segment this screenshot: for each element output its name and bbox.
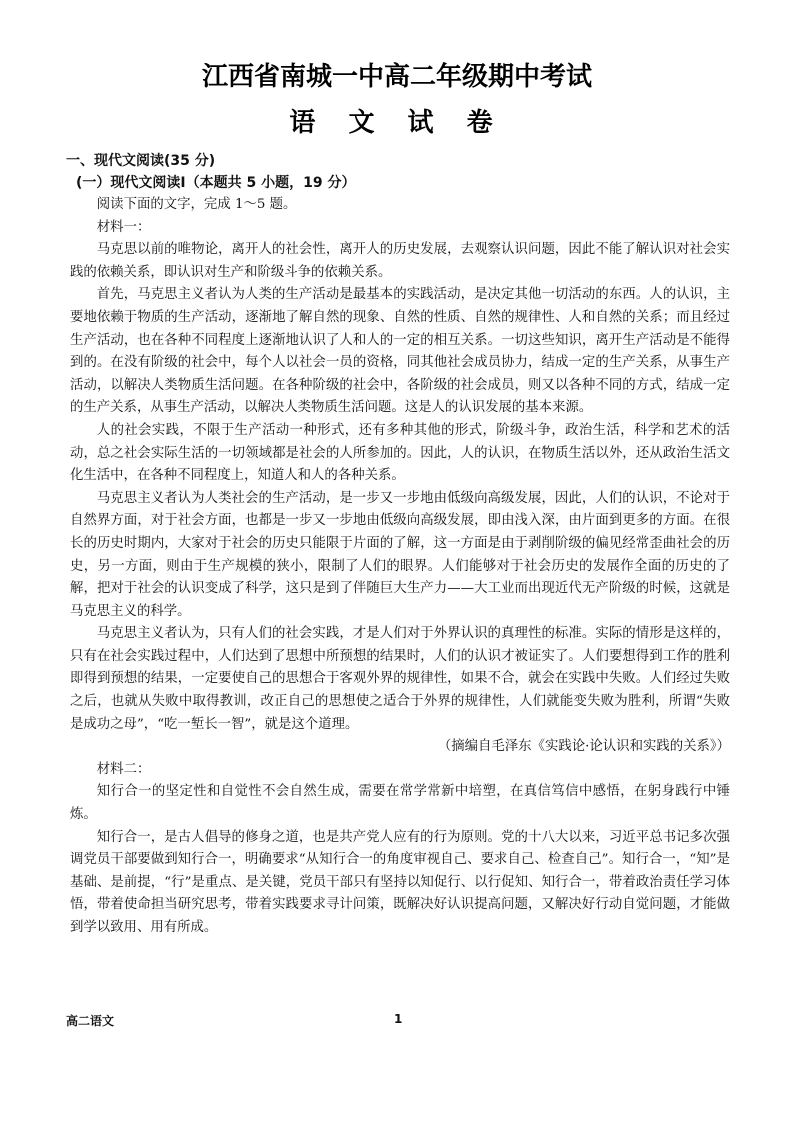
footer-subject: 高二语文 (66, 1014, 115, 1028)
subsection-heading: (一）现代文阅读Ⅰ（本题共 5 小题，19 分） (76, 175, 356, 191)
paragraph: 知行合一，是古人倡导的修身之道，也是共产党人应有的行为原则。党的十八大以来，习近平总书记多次强调党员干部要做到知行合一，明确要求“从知行合一的角度审视自己、要求自己、检查自己”。知行合一，“知”是基础、是前提，“行”是重点、是关键，党员干部只有坚持以知促行、以行促知、知行合一，带着政治责任学习体悟，带着使命担当研究思考，带着实践要求寻计问策，既解决好认识提高问题，又解决好行动自觉问题，才能做到学以致用、用有所成。 (70, 829, 730, 935)
material1-label: 材料一： (96, 219, 151, 235)
source-citation: （摘编自毛泽东《实践论·论认识和实践的关系》） (437, 739, 730, 755)
exam-subtitle: 语 文 试 卷 (289, 108, 505, 138)
material2-label: 材料二： (96, 761, 151, 777)
paragraph: 人的社会实践，不限于生产活动一种形式，还有多种其他的形式，阶级斗争，政治生活，科学和艺术的活动，总之社会实际生活的一切领域都是社会的人所参加的。因此，人的认识，在物质生活以外，还从政治生活文化生活中，在各种不同程度上，知道人和人的各种关系。 (70, 422, 730, 484)
reading-passage (70, 194, 730, 940)
instruction-text: 阅读下面的文字，完成 1～5 题。 (96, 197, 297, 212)
paragraph: 马克思主义者认为人类社会的生产活动，是一步又一步地由低级向高级发展，因此，人们的认识，不论对于自然界方面，对于社会方面，也都是一步又一步地由低级向高级发展，即由浅入深，由片面到更多的方面。在很长的历史时期内，大家对于社会的历史只能限于片面的了解，这一方面是由于剥削阶级的偏见经常歪曲社会的历史，另一方面，则由于生产规模的狭小，限制了人们的眼界。人们能够对于社会历史的发展作全面的历史的了解，把对于社会的认识变成了科学，这只是到了伴随巨大生产力——大工业而出现近代无产阶级的时候，这就是马克思主义的科学。 (70, 490, 730, 619)
paragraph: 马克思以前的唯物论，离开人的社会性，离开人的历史发展，去观察认识问题，因此不能了解认识对社会实践的依赖关系，即认识对生产和阶级斗争的依赖关系。 (70, 242, 730, 280)
section-heading: 一、现代文阅读(35 分) (66, 153, 216, 169)
exam-title: 江西省南城一中高二年级期中考试 (201, 62, 592, 92)
paragraph: 知行合一的坚定性和自觉性不会自然生成，需要在常学常新中培塑，在真信笃信中感悟，在躬身践行中锤炼。 (70, 784, 730, 823)
paragraph: 首先，马克思主义者认为人类的生产活动是最基本的实践活动，是决定其他一切活动的东西。人的认识，主要地依赖于物质的生产活动，逐渐地了解自然的现象、自然的性质、自然的规律性、人和自然的关系；而且经过生产活动，也在各种不同程度上逐渐地认识了人和人的一定的相互关系。一切这些知识，离开生产活动是不能得到的。在没有阶级的社会中，每个人以社会一员的资格，同其他社会成员协力，结成一定的生产关系，从事生产活动，以解决人类物质生活问题。在各种阶级的社会中，各阶级的社会成员，则又以各种不同的方式，结成一定的生产关系，从事生产活动，以解决人类物质生活问题。这是人的认识发展的基本来源。 (70, 287, 730, 416)
page-number: 1 (394, 1012, 403, 1026)
paragraph: 马克思主义者认为，只有人们的社会实践，才是人们对于外界认识的真理性的标准。实际的情形是这样的，只有在社会实践过程中，人们达到了思想中所预想的结果时，人们的认识才被证实了。人们要想得到工作的胜利即得到预想的结果，一定要使自己的思想合于客观外界的规律性，如果不合，就会在实践中失败。人们经过失败之后，也就从失败中取得教训，改正自己的思想使之适合于外界的规律性，人们就能变失败为胜利，所谓“失败是成功之母”，“吃一堑长一智”，就是这个道理。 (70, 626, 730, 732)
